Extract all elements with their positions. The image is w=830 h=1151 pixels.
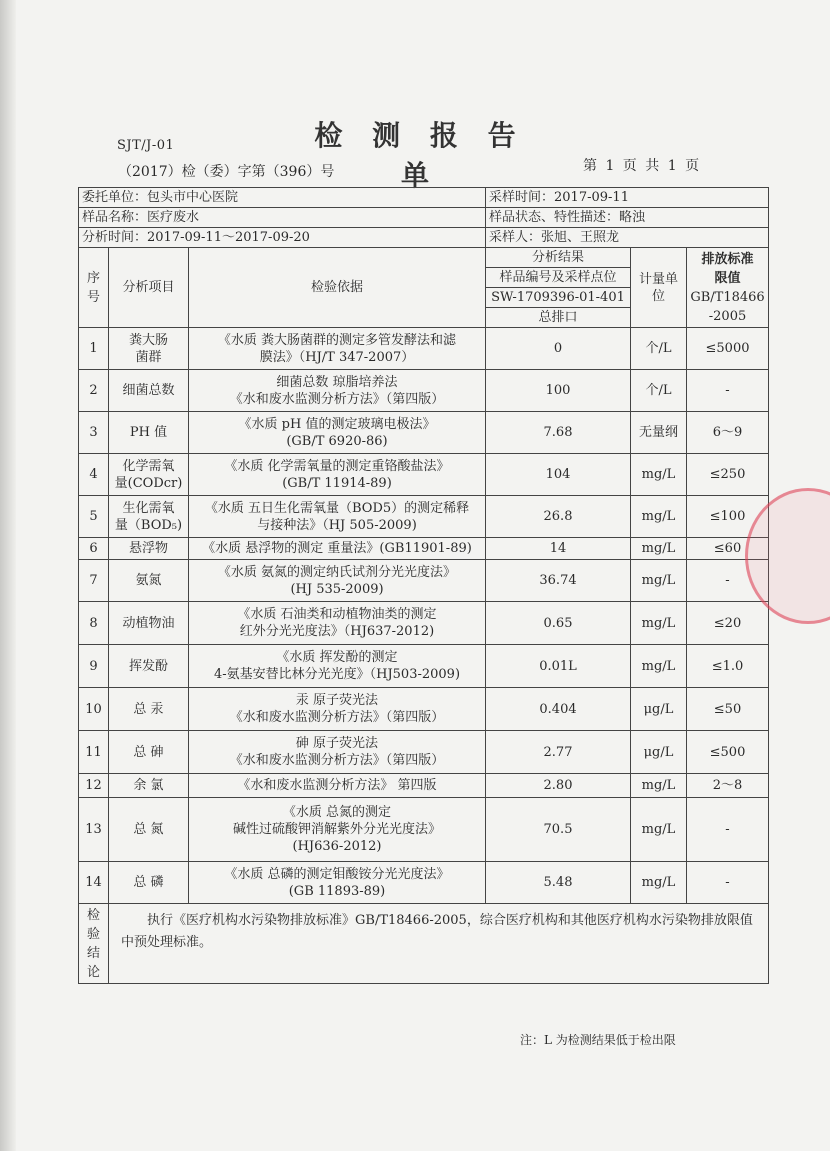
- client-value: 包头市中心医院: [147, 190, 239, 205]
- table-row: 6 悬浮物 《水质 悬浮物的测定 重量法》(GB11901-89) 14 mg/L ≤60: [79, 538, 769, 560]
- col-outlet: 总排口: [486, 308, 631, 328]
- sampling-time-cell: 采样时间：2017-09-11: [486, 188, 769, 208]
- table-row: 2 细菌总数 细菌总数 琼脂培养法 《水和废水监测分析方法》（第四版） 100 个/L -: [79, 370, 769, 412]
- table-row: 13 总 氮 《水质 总氮的测定 碱性过硫酸钾消解紫外分光光度法》 (HJ636-2012) 70.5 mg/L -: [79, 798, 769, 862]
- footnote: 注：L 为检测结果低于检出限: [520, 1033, 676, 1047]
- col-basis: 检验依据: [189, 248, 486, 328]
- col-unit: 计量单位: [631, 248, 687, 328]
- table-row: 4 化学需氧 量(CODcr) 《水质 化学需氧量的测定重铬酸盐法》 (GB/T 11914-89) 104 mg/L ≤250: [79, 454, 769, 496]
- analysis-time-value: 2017-09-11～2017-09-20: [147, 230, 310, 245]
- table-row: 10 总 汞 汞 原子荧光法 《水和废水监测分析方法》（第四版） 0.404 μg/L ≤50: [79, 688, 769, 731]
- info-row-3: [79, 228, 769, 248]
- col-seq: 序 号: [79, 248, 109, 328]
- sample-name-cell: 样品名称：医疗废水: [79, 208, 486, 228]
- col-limit: 排放标准 限值 GB/T18466 -2005: [687, 248, 769, 328]
- col-sample-id: SW-1709396-01-401: [486, 288, 631, 308]
- col-sample-point: 样品编号及采样点位: [486, 268, 631, 288]
- sampling-time-value: 2017-09-11: [554, 190, 629, 205]
- sample-name-value: 医疗废水: [147, 210, 200, 225]
- table-row: 7 氨氮 《水质 氨氮的测定纳氏试剂分光光度法》 (HJ 535-2009) 36.74 mg/L -: [79, 560, 769, 602]
- col-item: 分析项目: [109, 248, 189, 328]
- table-row: 8 动植物油 《水质 石油类和动植物油类的测定 红外分光光度法》（HJ637-2012) 0.65 mg/L ≤20: [79, 602, 769, 645]
- table-row: 3 PH 值 《水质 pH 值的测定玻璃电极法》 (GB/T 6920-86) 7.68 无量纲 6～9: [79, 412, 769, 454]
- report-number: （2017）检（委）字第（396）号: [118, 164, 335, 180]
- col-result: 分析结果: [486, 248, 631, 268]
- table-row: 11 总 砷 砷 原子荧光法 《水和废水监测分析方法》（第四版） 2.77 μg/L ≤500: [79, 731, 769, 774]
- table-row: 5 生化需氧 量（BOD₅) 《水质 五日生化需氧量（BOD5）的测定稀释 与接种法》（HJ 505-2009) 26.8 mg/L ≤100: [79, 496, 769, 538]
- analysis-time-cell: 分析时间：2017-09-11～2017-09-20: [79, 228, 486, 248]
- form-code: SJT/J-01: [117, 138, 175, 153]
- report-table: [78, 187, 769, 984]
- client-cell: 委托单位：包头市中心医院: [79, 188, 486, 208]
- header-row-1: [79, 248, 769, 268]
- conclusion-label: 检 验 结 论: [79, 904, 109, 984]
- sampler-value: 张旭、王照龙: [541, 230, 620, 245]
- sample-state-value: 略浊: [619, 210, 646, 225]
- table-row: 1 粪大肠 菌群 《水质 粪大肠菌群的测定多管发酵法和滤 膜法》（HJ/T 347-2007） 0 个/L ≤5000: [79, 328, 769, 370]
- sampler-cell: 采样人：张旭、王照龙: [486, 228, 769, 248]
- info-row-2: [79, 208, 769, 228]
- table-row: 9 挥发酚 《水质 挥发酚的测定 4-氨基安替比林分光光度》（HJ503-2009) 0.01L mg/L ≤1.0: [79, 645, 769, 688]
- table-row: 12 余 氯 《水和废水监测分析方法》 第四版 2.80 mg/L 2～8: [79, 774, 769, 798]
- page-info: 第 1 页 共 1 页: [583, 158, 700, 174]
- report-title: 检 测 报 告 单: [314, 119, 526, 192]
- binding-shadow: [0, 0, 16, 1151]
- info-row-1: [79, 188, 769, 208]
- sample-state-cell: 样品状态、特性描述：略浊: [486, 208, 769, 228]
- table-row: 14 总 磷 《水质 总磷的测定钼酸铵分光光度法》 (GB 11893-89) 5.48 mg/L -: [79, 862, 769, 904]
- conclusion-row: [79, 904, 769, 984]
- conclusion-text: 执行《医疗机构水污染物排放标准》GB/T18466-2005，综合医疗机构和其他医疗机构水污染物排放限值中预处理标准。: [109, 904, 769, 984]
